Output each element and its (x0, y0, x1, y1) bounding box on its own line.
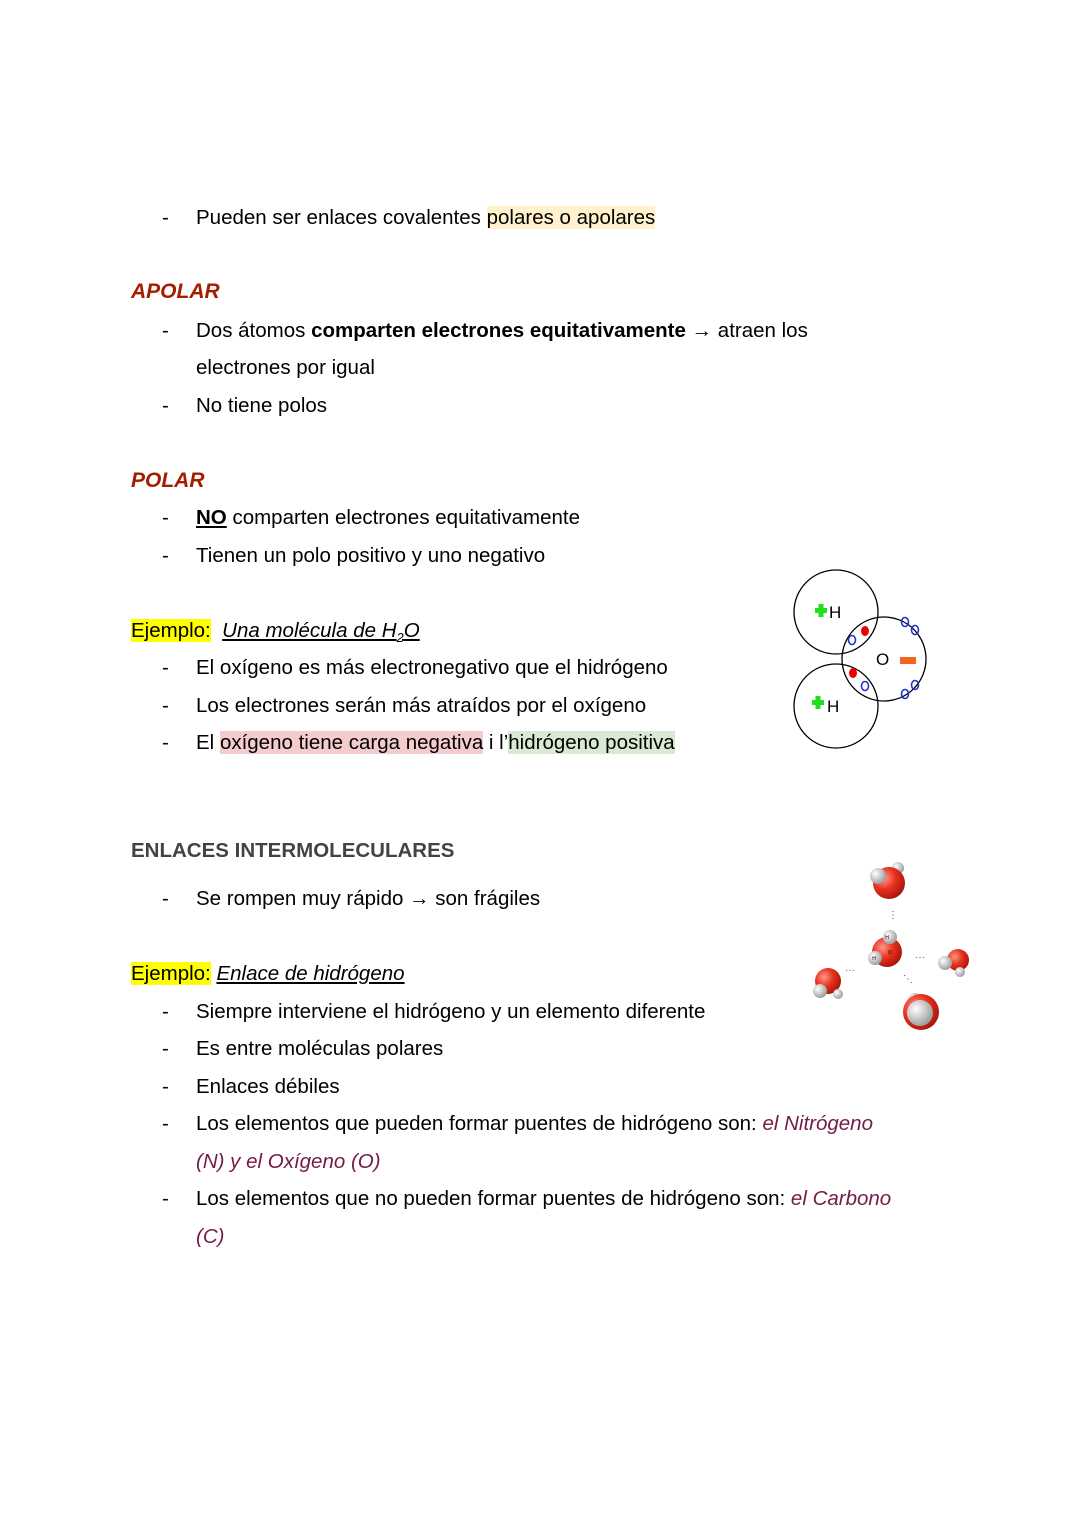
example-title (222, 619, 420, 646)
element-name: el Carbono (790, 1187, 892, 1210)
text: Los elementos que no pueden formar puentes de hidrógeno son: (196, 1187, 791, 1210)
example-2-item-3: Enlaces débiles (196, 1075, 340, 1098)
bullet-dash: - (162, 1187, 169, 1210)
bullet-dash: - (162, 1075, 169, 1098)
text: O (403, 619, 420, 642)
h-label: H (872, 956, 876, 962)
text: Una molécula de H (222, 619, 397, 642)
intro-line (196, 205, 655, 231)
bond-dots: ··· (915, 952, 925, 963)
water-molecule (903, 993, 939, 1030)
highlight-negative: oxígeno tiene carga negativa (219, 731, 484, 754)
plus-icon (815, 604, 827, 617)
text: El (196, 731, 220, 754)
text: → atraen los (685, 319, 808, 342)
element-name: el Nitrógeno (762, 1112, 873, 1135)
subscript: 2 (396, 630, 404, 646)
intermolecular-item-1: Se rompen muy rápido → son frágiles (196, 887, 541, 910)
polar-item-1 (196, 505, 580, 531)
highlight-positive: hidrógeno positiva (508, 731, 675, 754)
bullet-dash: - (162, 1037, 169, 1060)
text: Dos átomos (196, 319, 312, 342)
bullet-dash: - (162, 1000, 169, 1023)
bullet-dash: - (162, 887, 169, 910)
example-1-title (131, 618, 420, 651)
minus-icon (900, 657, 916, 664)
bullet-dash: - (162, 506, 169, 529)
intro-highlight: polares o apolares (486, 206, 656, 229)
heading-apolar: APOLAR (131, 280, 220, 303)
bullet-dash: - (162, 394, 169, 417)
example-2-item-1: Siempre interviene el hidrógeno y un elemento diferente (196, 1000, 706, 1023)
hydrogen-bond-diagram (800, 850, 980, 1040)
polar-item-2: Tienen un polo positivo y uno negativo (196, 544, 546, 567)
example-label: Ejemplo: (131, 962, 211, 985)
bond-dots: ⋮ (888, 910, 898, 921)
bullet-dash: - (162, 656, 169, 679)
water-molecule (813, 968, 843, 999)
water-molecule (868, 930, 902, 967)
bond-dots: ⋱ (903, 974, 913, 985)
h-label: H (885, 935, 889, 941)
plus-icon (812, 696, 824, 709)
example-2-item-4 (196, 1111, 873, 1137)
example-2-item-2: Es entre moléculas polares (196, 1037, 444, 1060)
bullet-dash: - (162, 694, 169, 717)
bullet-dash: - (162, 319, 169, 342)
o-label: O (876, 650, 890, 669)
apolar-item-1 (196, 318, 808, 344)
apolar-item-2: No tiene polos (196, 394, 328, 417)
example-2-item-4-cont: (N) y el Oxígeno (O) (196, 1150, 381, 1173)
example-1-item-2: Los electrones serán más atraídos por el oxígeno (196, 694, 647, 717)
bullet-dash: - (162, 1112, 169, 1135)
example-title: Enlace de hidrógeno (216, 962, 405, 985)
h-label: H (827, 697, 840, 716)
text: Los elementos que pueden formar puentes de hidrógeno son: (196, 1112, 763, 1135)
example-2-item-5 (196, 1186, 891, 1212)
apolar-item-1-cont: electrones por igual (196, 356, 375, 379)
water-polarity-diagram (780, 560, 980, 760)
water-molecule (938, 949, 969, 977)
heading-intermolecular: ENLACES INTERMOLECULARES (131, 839, 455, 862)
text: comparten electrones equitativamente (226, 506, 581, 529)
electron-shared (861, 626, 869, 636)
example-1-item-3 (196, 730, 675, 756)
text: i l’ (483, 731, 509, 754)
bullet-dash: - (162, 206, 169, 229)
example-label: Ejemplo: (131, 619, 211, 642)
electron-shared (849, 668, 857, 678)
example-2-title (131, 961, 405, 987)
water-molecule (870, 862, 905, 899)
example-2-item-5-cont: (C) (196, 1225, 225, 1248)
intro-text: Pueden ser enlaces covalentes (196, 206, 487, 229)
h-label: H (829, 603, 842, 622)
heading-polar: POLAR (131, 469, 205, 492)
example-1-item-1: El oxígeno es más electronegativo que el hidrógeno (196, 656, 668, 679)
o-label: O (888, 950, 892, 956)
bullet-dash: - (162, 731, 169, 754)
bold-text: NO (196, 506, 227, 529)
bond-dots: ··· (845, 965, 855, 976)
bold-text: comparten electrones equitativamente (311, 319, 686, 342)
bullet-dash: - (162, 544, 169, 567)
